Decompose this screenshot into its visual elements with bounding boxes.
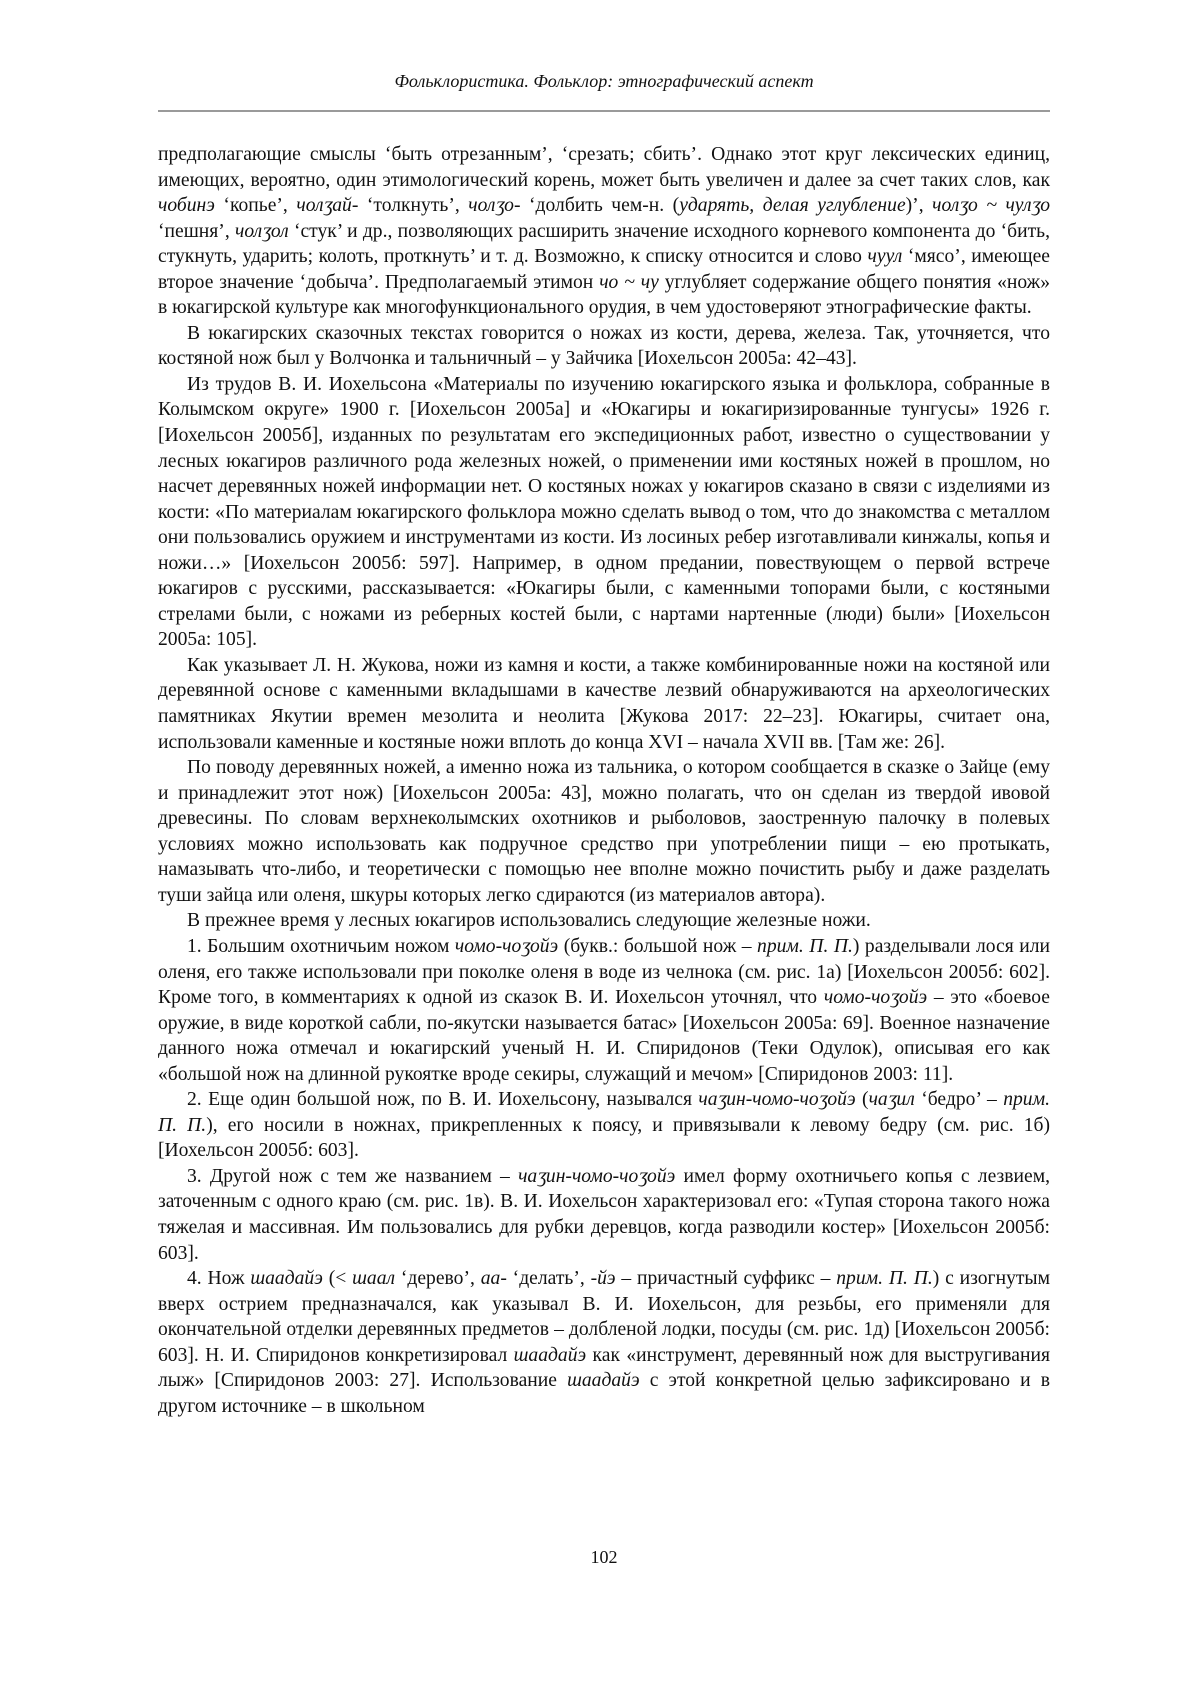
text-run: 1. Большим охотничьим ножом [187, 935, 455, 957]
italic-term: шаал [352, 1268, 396, 1290]
text-run: – причастный суффикс – [615, 1268, 837, 1290]
text-run: В прежнее время у лесных юкагиров использовались следующие железные ножи. [187, 910, 871, 932]
text-run: ‘мясо’, имеющее второе значение ‘добыча’. Предполагаемый этимон [158, 246, 1050, 293]
italic-term: шаадайэ [513, 1344, 587, 1366]
italic-term: ударять, делая углубление [679, 195, 906, 217]
paragraph [158, 755, 1050, 908]
paragraph [158, 1266, 1050, 1419]
text-run: 3. Другой нож с тем же названием – [187, 1165, 519, 1187]
text-run: предполагающие смыслы ‘быть отрезанным’, ‘срезать; сбить’. Однако этот круг лексических единиц, имеющих, вероятно, один этимологический корень, может быть увеличен и далее за счет таких слов, как [158, 144, 1050, 191]
paragraph [158, 653, 1050, 755]
paragraph [158, 321, 1050, 372]
text-run: ) разделывали лося или оленя, его также использовали при поколке оленя в воде из челнока (см. рис. 1а) [Иохельсон 2005б: 602]. Кроме того, в комментариях к одной из сказок В. И. Иохельсон уточнял, что [158, 935, 1051, 1009]
text-run: ‘пешня’, [158, 220, 235, 242]
italic-term: прим. П. П. [158, 1089, 1050, 1136]
text-run: ‘стук’ и др., позволяющих расширить значение исходного корневого компонента до ‘бить, стукнуть, ударить; колоть, проткнуть’ и т. д. Возможно, к списку относится и слово [158, 220, 1050, 268]
italic-term: чобинэ [158, 195, 215, 217]
text-run: ‘долбить чем-н. ( [520, 195, 680, 217]
text-run: ‘бедро’ – [914, 1089, 1004, 1111]
italic-term: шаадайэ [250, 1268, 323, 1290]
text-run: Как указывает Л. Н. Жукова, ножи из камня и кости, а также комбинированные ножи на костяной или деревянной основе с каменными вкладышами в качестве лезвий обнаруживаются на археологических памятниках Якутии времен мезолита и неолита [Жукова 2017: 22–23]. Юкагиры, считает она, использовали каменные и костяные ножи вплоть до конца XVI – начала XVII вв. [Там же: 26]. [158, 654, 1050, 753]
italic-term: чаӡин-чомо-чоӡойэ [698, 1089, 856, 1111]
text-run: 4. Нож [187, 1268, 251, 1290]
text-run: ‘дерево’, [395, 1268, 481, 1290]
paragraph [158, 142, 1050, 321]
italic-term: прим. П. П. [836, 1268, 933, 1290]
text-run: имел форму охотничьего копья с лезвием, заточенным с одного краю (см. рис. 1в). В. И. Иохельсон характеризовал его: «Тупая сторона такого ножа тяжелая и массивная. Им пользовались для рубки деревцов, когда разводили костер» [Иохельсон 2005б: 603]. [158, 1165, 1050, 1264]
text-run: )’, [905, 195, 933, 217]
italic-term: чолӡо ~ чулӡо [932, 195, 1050, 217]
paragraph [158, 372, 1050, 653]
text-run: ( [855, 1089, 869, 1111]
text-run: ‘делать’, [506, 1268, 591, 1290]
italic-term: шаадайэ [567, 1370, 640, 1392]
italic-term: чуул [867, 246, 903, 268]
text-run: (букв.: большой нож – [558, 935, 758, 957]
paragraph [158, 908, 1050, 934]
header-divider [158, 110, 1050, 112]
italic-term: чаӡил [868, 1089, 915, 1111]
text-run: как «инструмент, деревянный нож для выстругивания лыж» [Спиридонов 2003: 27]. Использование [158, 1344, 1050, 1392]
paragraph [158, 934, 1050, 1087]
text-run: ‘толкнуть’, [358, 195, 469, 217]
italic-term: чо ~ чу [599, 271, 659, 293]
text-run: углубляет содержание общего понятия «нож» в юкагирской культуре как многофункционального орудия, в чем удостоверяют этнографические факты. [158, 271, 1050, 319]
italic-term: прим. П. П. [757, 935, 853, 957]
italic-term: чолӡай- [296, 195, 359, 217]
page-number: 102 [590, 1547, 618, 1567]
italic-term: аа- [480, 1268, 507, 1290]
text-run: ‘копье’, [214, 195, 297, 217]
italic-term: -йэ [590, 1268, 616, 1290]
text-run: Из трудов В. И. Иохельсона «Материалы по изучению юкагирского языка и фольклора, собранные в Колымском округе» 1900 г. [Иохельсон 2005а] и «Юкагиры и юкагиризированные тунгусы» 1926 г. [Иохельсон 2005б], изданных по результатам его экспедиционных работ, известно о существовании у лесных юкагиров различного рода железных ножей, о применении ими костяных ножей в прошлом, но насчет деревянных ножей информации нет. О костяных ножах у юкагиров сказано в связи с изделиями из кости: «По материалам юкагирского фольклора можно сделать вывод о том, что до знакомства с металлом они пользовались оружием и инструментами из кости. Из лосиных ребер изготавливали кинжалы, копья и ножи…» [Иохельсон 2005б: 597]. Например, в одном предании, повествующем о первой встрече юкагиров с русскими, рассказывается: «Юкагиры были, с каменными топорами были, с костяными стрелами были, с ножами из реберных костей были, с нартами нартенные (люди) были» [Иохельсон 2005а: 105]. [158, 373, 1050, 651]
text-run: ), его носили в ножнах, прикрепленных к поясу, и привязывали к левому бедру (см. рис. 1б) [Иохельсон 2005б: 603]. [158, 1114, 1050, 1162]
paragraph [158, 1164, 1050, 1266]
text-run: По поводу деревянных ножей, а именно ножа из тальника, о котором сообщается в сказке о Зайце (ему и принадлежит этот нож) [Иохельсон 2005а: 43], можно полагать, что он сделан из твердой ивовой древесины. По словам верхнеколымских охотников и рыболовов, заостренную палочку в полевых условиях можно использовать как подручное средство при употреблении пищи – ею протыкать, намазывать что-либо, и теоретически с помощью нее вполне можно почистить рыбу и даже разделать туши зайца или оленя, шкуры которых легко сдираются (из материалов автора). [158, 757, 1050, 906]
text-run: В юкагирских сказочных текстах говорится о ножах из кости, дерева, железа. Так, уточняется, что костяной нож был у Волчонка и тальничный – у Зайчика [Иохельсон 2005а: 42–43]. [158, 322, 1050, 370]
text-run: 2. Еще один большой нож, по В. И. Иохельсону, назывался [187, 1089, 699, 1111]
text-run: – это «боевое оружие, в виде короткой сабли, по-якутски называется батас» [Иохельсон 2005а: 69]. Военное назначение данного ножа отмечал и юкагирский ученый Н. И. Спиридонов (Теки Одулок), описывая его как «большой нож на длинной рукоятке вроде секиры, служащий и мечом» [Спиридонов 2003: 11]. [158, 987, 1051, 1085]
paragraph [158, 1087, 1050, 1164]
italic-term: чолӡо- [468, 195, 521, 217]
body-text [158, 142, 1050, 1419]
italic-term: чаӡин-чомо-чоӡойэ [518, 1165, 676, 1187]
text-run: (< [322, 1268, 353, 1290]
italic-term: чомо-чоӡойэ [823, 987, 928, 1009]
italic-term: чолӡол [234, 220, 289, 242]
text-run: с этой конкретной целью зафиксировано и в другом источнике – в школьном [158, 1370, 1050, 1417]
running-title: Фольклористика. Фольклор: этнографический аспект [394, 71, 814, 91]
text-run: ) с изогнутым вверх острием предназначался, как указывал В. И. Иохельсон, для резьбы, его применяли для окончательной отделки деревянных предметов – долбленой лодки, посуды (см. рис. 1д) [Иохельсон 2005б: 603]. Н. И. Спиридонов конкретизировал [158, 1268, 1050, 1366]
italic-term: чомо-чоӡойэ [454, 935, 559, 957]
